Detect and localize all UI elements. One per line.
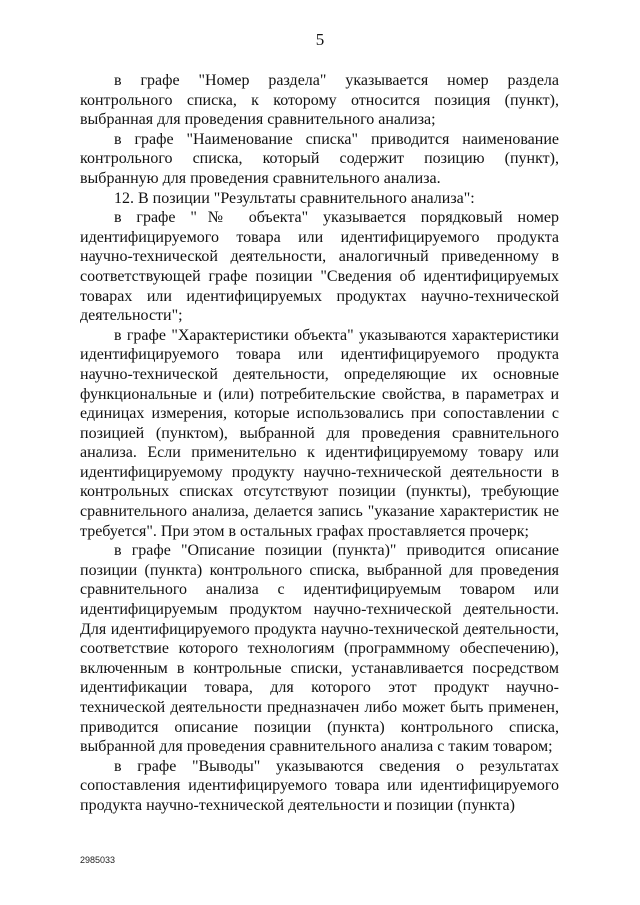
paragraph-section-number: в графе "Номер раздела" указывается номер раздела контрольного списка, к которому относится позиция (пункт), выбранная для проведения сравнительного анализа; [80,72,559,129]
page-number: 5 [315,30,325,49]
paragraph-item-12-heading: 12. В позиции "Результаты сравнительного анализа": [114,189,475,207]
paragraph-position-description: в графе "Описание позиции (пункта)" приводится описание позиции (пункта) контрольного списка, выбранной для проведения сравнительного анализа с идентифицируемым товаром или идентифицируемым продуктом научно-технической деятельности. Для идентифицируемого продукта научно-технической деятельности, соответствие которого технологиям (программному обеспечению), включенным в контрольные списки, устанавливается посредством идентификации товара, для которого этот продукт научно-технической деятельности предназначен либо может быть применен, приводится описание позиции (пункта) контрольного списка, выбранной для проведения сравнительного анализа с таким товаром; [80,542,559,756]
paragraph-object-number: в графе "№ объекта" указывается порядковый номер идентифицируемого товара или идентифицируемого продукта научно-технической деятельности, аналогичный приведенному в соответствующей графе позиции "Сведения об идентифицируемых товарах или идентифицируемых продуктах научно-технической деятельности"; [80,209,559,325]
paragraph-object-characteristics: в графе "Характеристики объекта" указываются характеристики идентифицируемого товара или идентифицируемого продукта научно-технической деятельности, определяющие их основные функциональные и (или) потребительские свойства, в параметрах и единицах измерения, которые использовались при сопоставлении с позицией (пунктом), выбранной для проведения сравнительного анализа. Если применительно к идентифицируемому товару или идентифицируемому продукту научно-технической деятельности в контрольных списках отсутствуют позиции (пункты), требующие сравнительного анализа, делается запись "указание характеристик не требуется". При этом в остальных графах проставляется прочерк; [80,326,559,540]
document-body [80,71,559,816]
document-code: 2985033 [80,855,116,865]
paragraph-list-name: в графе "Наименование списка" приводится наименование контрольного списка, который содержит позицию (пункт), выбранную для проведения сравнительного анализа. [80,130,559,187]
paragraph-conclusions: в графе "Выводы" указываются сведения о результатах сопоставления идентифицируемого товара или идентифицируемого продукта научно-технической деятельности и позиции (пункта) [80,757,559,814]
